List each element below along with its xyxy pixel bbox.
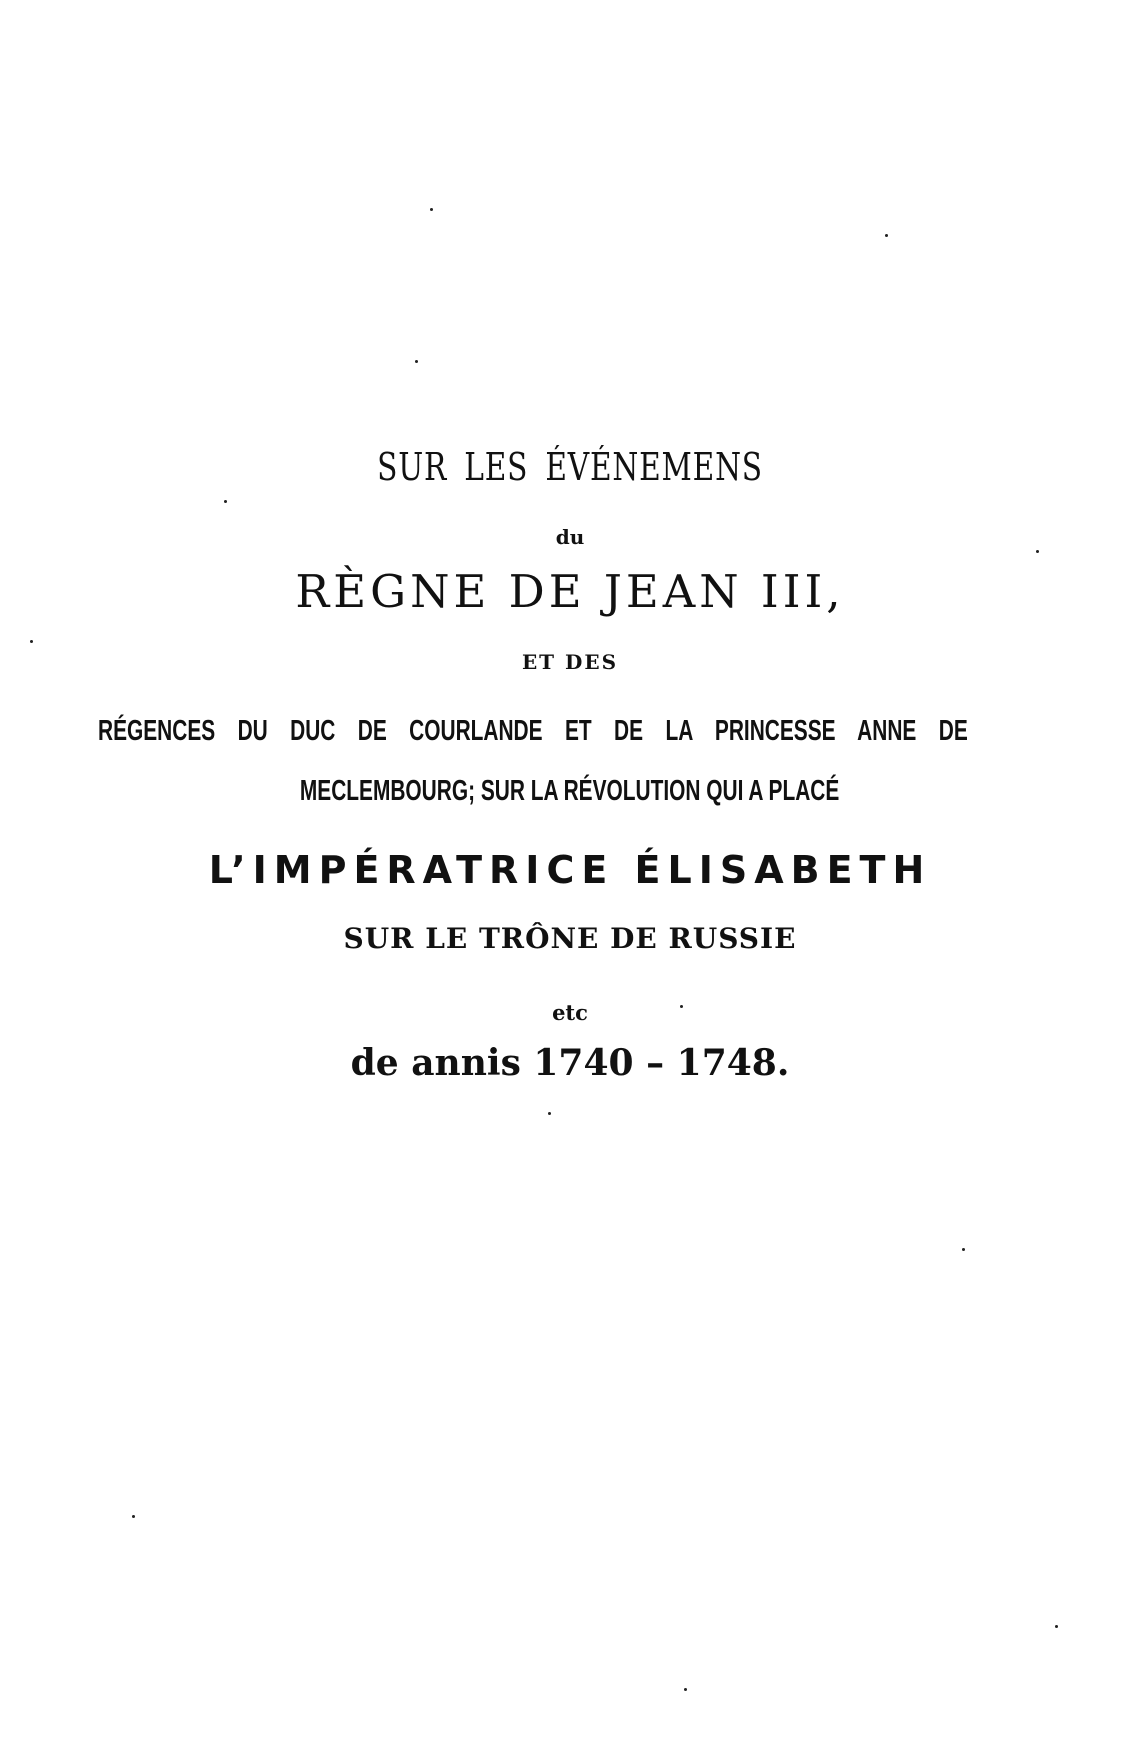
scan-speck xyxy=(548,1112,551,1115)
scan-speck xyxy=(684,1688,687,1691)
title-line-du: du xyxy=(555,525,585,549)
title-line-regences-text: RÉGENCES DU DUC DE COURLANDE ET DE LA PRINCESSE ANNE DE xyxy=(98,715,968,747)
title-line-regne: RÈGNE DE JEAN III, xyxy=(295,565,845,618)
title-line-trone: SUR LE TRÔNE DE RUSSIE xyxy=(343,922,797,955)
scan-speck xyxy=(430,208,433,211)
scan-speck xyxy=(885,234,888,237)
scan-speck xyxy=(224,500,227,503)
scan-speck xyxy=(132,1515,135,1518)
title-line-et-des: ET DES xyxy=(521,650,619,674)
scan-speck xyxy=(30,640,33,643)
title-word-evenemens: ÉVÉNEMENS xyxy=(545,445,763,489)
title-line-etc: etc xyxy=(552,1000,588,1025)
title-line-meclembourg-text: MECLEMBOURG; SUR LA RÉVOLUTION QUI A PLACÉ xyxy=(300,775,840,807)
scan-speck xyxy=(962,1248,965,1251)
title-line-imperatrice: L’IMPÉRATRICE ÉLISABETH xyxy=(208,848,932,892)
scan-speck xyxy=(1036,550,1039,553)
scan-speck xyxy=(415,360,418,363)
title-line-meclembourg xyxy=(0,775,1140,808)
scan-speck xyxy=(680,1005,683,1008)
title-line-sur-les-evenemens xyxy=(125,445,1014,489)
title-line-annis: de annis 1740 – 1748. xyxy=(350,1042,790,1084)
scan-speck xyxy=(1055,1625,1058,1628)
title-word-sur: SUR xyxy=(377,445,448,489)
title-line-regences xyxy=(98,715,968,748)
title-word-les: LES xyxy=(464,445,529,489)
